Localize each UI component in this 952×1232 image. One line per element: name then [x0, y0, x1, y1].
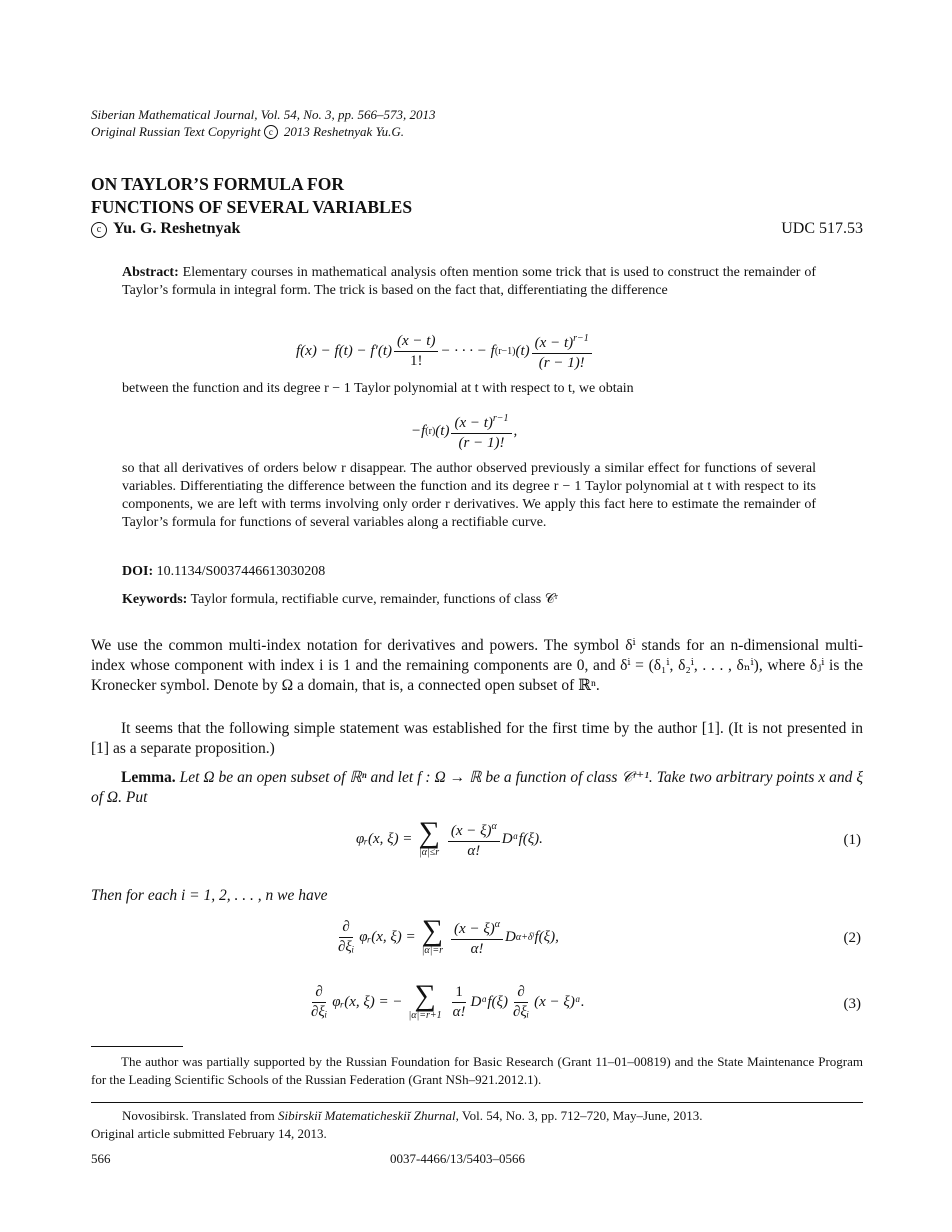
- eq1-sum-subscript: |α|≤r: [419, 847, 440, 858]
- eq2-fraction: [451, 916, 503, 958]
- eq2-fraction-num: [451, 916, 503, 940]
- title-line-2: FUNCTIONS OF SEVERAL VARIABLES: [91, 197, 413, 217]
- author-name: Yu. G. Reshetnyak: [113, 220, 241, 237]
- difference-mid: − · · · − f: [440, 342, 495, 359]
- derivative-formula: [411, 410, 517, 452]
- eq2-sum-subscript: |α|=r: [421, 945, 444, 956]
- eq3-partial-2-den: ∂ξᵢ: [512, 1003, 530, 1020]
- eq3-partial-den: ∂ξᵢ: [311, 1003, 328, 1020]
- eq3-sum-symbol: ∑: [414, 979, 436, 1012]
- author-copyright-icon: c: [91, 222, 107, 238]
- body-paragraph-1: We use the common multi-index notation for derivatives and powers. The symbol δⁱ stands for an n-dimensional multi-index whose component with index i is 1 and the remaining components are 0, and δⁱ = (δ₁ⁱ, δ₂ⁱ, . . . , δₙⁱ), where δⱼⁱ is the Kronecker symbol. Denote by Ω a domain, that is, a connected open subset of ℝⁿ.: [91, 637, 863, 694]
- eq3-sum: [408, 979, 442, 1022]
- difference-fraction-1-num: (x − t): [394, 333, 438, 352]
- keywords-label: Keywords:: [122, 592, 188, 607]
- eq2-D: D: [505, 928, 516, 945]
- translation-journal: Sibirskiĭ Matematicheskiĭ Zhurnal: [278, 1108, 456, 1123]
- eq2-fraction-den: α!: [470, 941, 484, 957]
- eq1-tail: Dᵅf(ξ).: [501, 830, 543, 847]
- lemma-label: Lemma.: [121, 769, 176, 786]
- translation-suffix: , Vol. 54, No. 3, pp. 712–720, May–June, 2013.: [455, 1108, 703, 1123]
- difference-fraction-2-den: (r − 1)!: [538, 355, 585, 371]
- abstract-paragraph-2: between the function and its degree r − 1 Taylor polynomial at t with respect to t, we obtain: [122, 381, 634, 396]
- eq3-sum-subscript: |α|=r+1: [408, 1010, 442, 1021]
- derivative-fraction-num-sup: r−1: [492, 413, 509, 424]
- difference-formula: [296, 330, 594, 372]
- copyright-icon: c: [264, 125, 278, 139]
- equation-2: [333, 916, 559, 958]
- abstract-text-1: Elementary courses in mathematical analysis often mention some trick that is used to construct the remainder of Taylor’s formula in integral form. The trick is based on the fact that, differentiating the difference: [122, 265, 817, 298]
- article-code: 0037-4466/13/5403–0566: [390, 1151, 526, 1166]
- eq1-sum: [418, 816, 440, 859]
- derivative-tail: ,: [513, 422, 518, 439]
- lemma-text: Let Ω be an open subset of ℝⁿ and let f : Ω → ℝ be a function of class 𝒞ʳ⁺¹. Take two arbitrary points x and ξ of Ω. Put: [91, 769, 864, 806]
- eq1-fraction-num: [448, 818, 500, 842]
- eq3-partial-2-num: ∂: [514, 984, 527, 1003]
- copyright-suffix: 2013 Reshetnyak Yu.G.: [283, 124, 404, 139]
- eq3-fraction-num: 1: [452, 984, 466, 1003]
- derivative-fraction-num-base: (x − t): [454, 415, 493, 431]
- eq3-fraction-den: α!: [452, 1003, 466, 1020]
- difference-lhs: f(x) − f(t) − f′(t): [296, 342, 392, 359]
- abstract-paragraph-1: [122, 264, 816, 300]
- derivative-fraction: [451, 410, 511, 452]
- journal-citation: Siberian Mathematical Journal, Vol. 54, No. 3, pp. 566–573, 2013: [91, 107, 436, 122]
- body-paragraph-2: It seems that the following simple statement was established for the first time by the author [1]. (It is not presented in [1] as a separate proposition.): [91, 720, 863, 757]
- derivative-t: (t): [435, 422, 450, 439]
- abstract-label: Abstract:: [122, 265, 179, 280]
- udc-code: UDC 517.53: [781, 220, 863, 237]
- copyright-line: [91, 123, 435, 140]
- difference-fraction-1-den: 1!: [409, 352, 423, 369]
- submitted-line: Original article submitted February 14, 2013.: [91, 1126, 327, 1141]
- translation-prefix: Novosibirsk. Translated from: [122, 1108, 275, 1123]
- eq2-sum-symbol: ∑: [421, 914, 444, 947]
- eq3-midtail: Dᵅf(ξ): [470, 993, 508, 1010]
- eq3-partial-2: [510, 984, 532, 1021]
- eq2-sum: [421, 914, 444, 957]
- keywords-value: Taylor formula, rectifiable curve, remainder, functions of class 𝒞ʳ: [190, 592, 558, 607]
- equation-1-number: (1): [843, 832, 861, 848]
- equation-1: [356, 818, 543, 860]
- derivative-lhs: −f: [411, 422, 426, 439]
- eq1-fraction-num-base: (x − ξ): [450, 823, 492, 839]
- difference-fraction-1: [394, 333, 438, 370]
- equation-2-number: (2): [843, 930, 861, 946]
- eq1-sum-symbol: ∑: [418, 816, 440, 849]
- eq3-fraction: [450, 984, 469, 1021]
- difference-fraction-2-num: [532, 330, 592, 354]
- translation-line: [122, 1107, 703, 1125]
- article-title: [91, 173, 412, 219]
- difference-sup: (r−1): [494, 345, 516, 357]
- eq2-partial-den: ∂ξᵢ: [338, 938, 355, 955]
- keywords-line: [122, 591, 816, 609]
- eq1-fraction: [448, 818, 500, 860]
- eq1-fraction-num-sup: α: [491, 821, 497, 832]
- author-line: [91, 220, 863, 238]
- eq3-partial-num: ∂: [312, 984, 325, 1003]
- eq2-fraction-num-sup: α: [494, 919, 500, 930]
- difference-fraction-2: [532, 330, 592, 372]
- eq3-tail: (x − ξ)ᵅ.: [534, 993, 585, 1010]
- lemma-paragraph: [91, 768, 863, 808]
- title-line-1: ON TAYLOR’S FORMULA FOR: [91, 174, 344, 194]
- doi-value: 10.1134/S0037446613030208: [156, 564, 326, 579]
- footnote-rule: [91, 1046, 183, 1047]
- difference-t: (t): [515, 342, 530, 359]
- eq2-tail: f(ξ),: [534, 928, 559, 945]
- eq3-partial: [308, 984, 330, 1021]
- footnote-text: The author was partially supported by the Russian Foundation for Basic Research (Grant 11–01–00819) and the State Maintenance Program for the Leading Scientific Schools of the Russian Federation (Grant NSh–921.2012.1).: [91, 1054, 863, 1087]
- eq2-partial-num: ∂: [339, 919, 352, 938]
- eq2-sup: α+δⁱ: [515, 931, 535, 943]
- bottom-rule: [91, 1102, 863, 1103]
- eq2-fraction-num-base: (x − ξ): [454, 921, 495, 937]
- derivative-sup: (r): [425, 425, 436, 437]
- doi-line: [122, 563, 816, 581]
- eq1-lhs: φᵣ(x, ξ) =: [356, 830, 413, 847]
- derivative-fraction-den: (r − 1)!: [458, 435, 505, 451]
- page-number: 566: [91, 1151, 111, 1166]
- abstract-paragraph-3: so that all derivatives of orders below r disappear. The author observed previously a similar effect for functions of several variables. Differentiating the difference between the function and its degree r − 1 Taylor polynomial at t with respect to its components, we are left with terms involving only order r derivatives. We apply this fact here to estimate the remainder of Taylor’s formula for functions of several variables along a rectifiable curve.: [122, 461, 816, 530]
- equation-3: [306, 979, 585, 1022]
- eq1-fraction-den: α!: [467, 843, 481, 859]
- derivative-fraction-num: [451, 410, 511, 434]
- copyright-prefix: Original Russian Text Copyright: [91, 124, 261, 139]
- eq2-partial: [335, 919, 357, 956]
- eq2-mid: φᵣ(x, ξ) =: [359, 928, 416, 945]
- difference-fraction-2-num-sup: r−1: [573, 333, 589, 344]
- then-text: Then for each i = 1, 2, . . . , n we have: [91, 887, 328, 904]
- difference-fraction-2-num-base: (x − t): [534, 335, 574, 351]
- journal-header: [91, 106, 435, 140]
- eq3-mid: φᵣ(x, ξ) = −: [332, 993, 403, 1010]
- doi-label: DOI:: [122, 564, 154, 579]
- equation-3-number: (3): [843, 996, 861, 1012]
